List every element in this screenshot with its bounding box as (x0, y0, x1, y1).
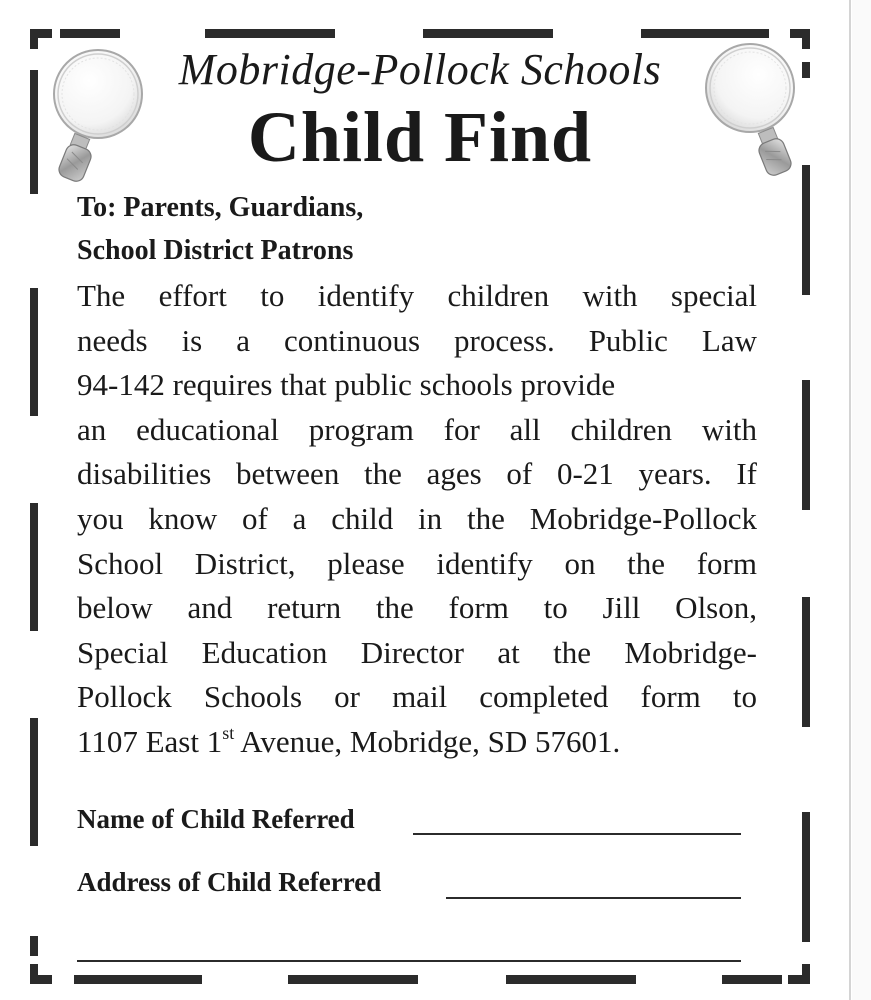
body-line: needs is a continuous process. Public Law (77, 322, 757, 358)
body-line-address (77, 720, 757, 765)
body-line: disabilities between the ages of 0-21 years. If (77, 456, 757, 492)
body-line: School District, please identify on the form (77, 545, 757, 581)
border-dash (423, 29, 553, 38)
border-dash (802, 597, 810, 727)
border-dash (74, 975, 202, 984)
address-field-line[interactable] (446, 897, 741, 899)
body-line: Special Education Director at the Mobridge- (77, 634, 757, 670)
address-field-label: Address of Child Referred (77, 867, 382, 897)
body-line: Pollock Schools or mail completed form to (77, 679, 757, 715)
address-superscript: st (222, 722, 235, 743)
scan-background (852, 0, 871, 1000)
body-line: 94-142 requires that public schools provide (77, 367, 616, 403)
name-field-label: Name of Child Referred (77, 804, 355, 834)
border-dash (788, 975, 810, 984)
address-field-line-2[interactable] (77, 960, 741, 962)
body-line: an educational program for all children with (77, 411, 757, 447)
body-line: The effort to identify children with special (77, 278, 757, 313)
border-dash (30, 288, 38, 416)
border-dash (641, 29, 769, 38)
border-dash (60, 29, 120, 38)
border-dash (30, 975, 52, 984)
border-dash (30, 936, 38, 956)
border-dash (205, 29, 335, 38)
address-post: Avenue, Mobridge, SD 57601. (234, 723, 621, 759)
page-title: Child Find (247, 97, 593, 177)
school-name: Mobridge-Pollock Schools (178, 45, 662, 94)
border-dash (802, 165, 810, 295)
body-line: below and return the form to Jill Olson, (77, 590, 757, 626)
addressee-line-1: To: Parents, Guardians, (77, 192, 364, 223)
body-line: you know of a child in the Mobridge-Pollock (77, 500, 757, 536)
border-dash (802, 380, 810, 510)
body-paragraph (77, 274, 757, 765)
border-dash (30, 718, 38, 846)
address-pre: 1107 East 1 (77, 723, 223, 759)
border-dash (506, 975, 636, 984)
border-dash (288, 975, 418, 984)
border-dash (722, 975, 782, 984)
border-dash (30, 503, 38, 631)
scan-edge (849, 0, 851, 1000)
name-field-line[interactable] (413, 833, 741, 835)
border-dash (802, 812, 810, 942)
addressee-line-2: School District Patrons (77, 235, 354, 266)
